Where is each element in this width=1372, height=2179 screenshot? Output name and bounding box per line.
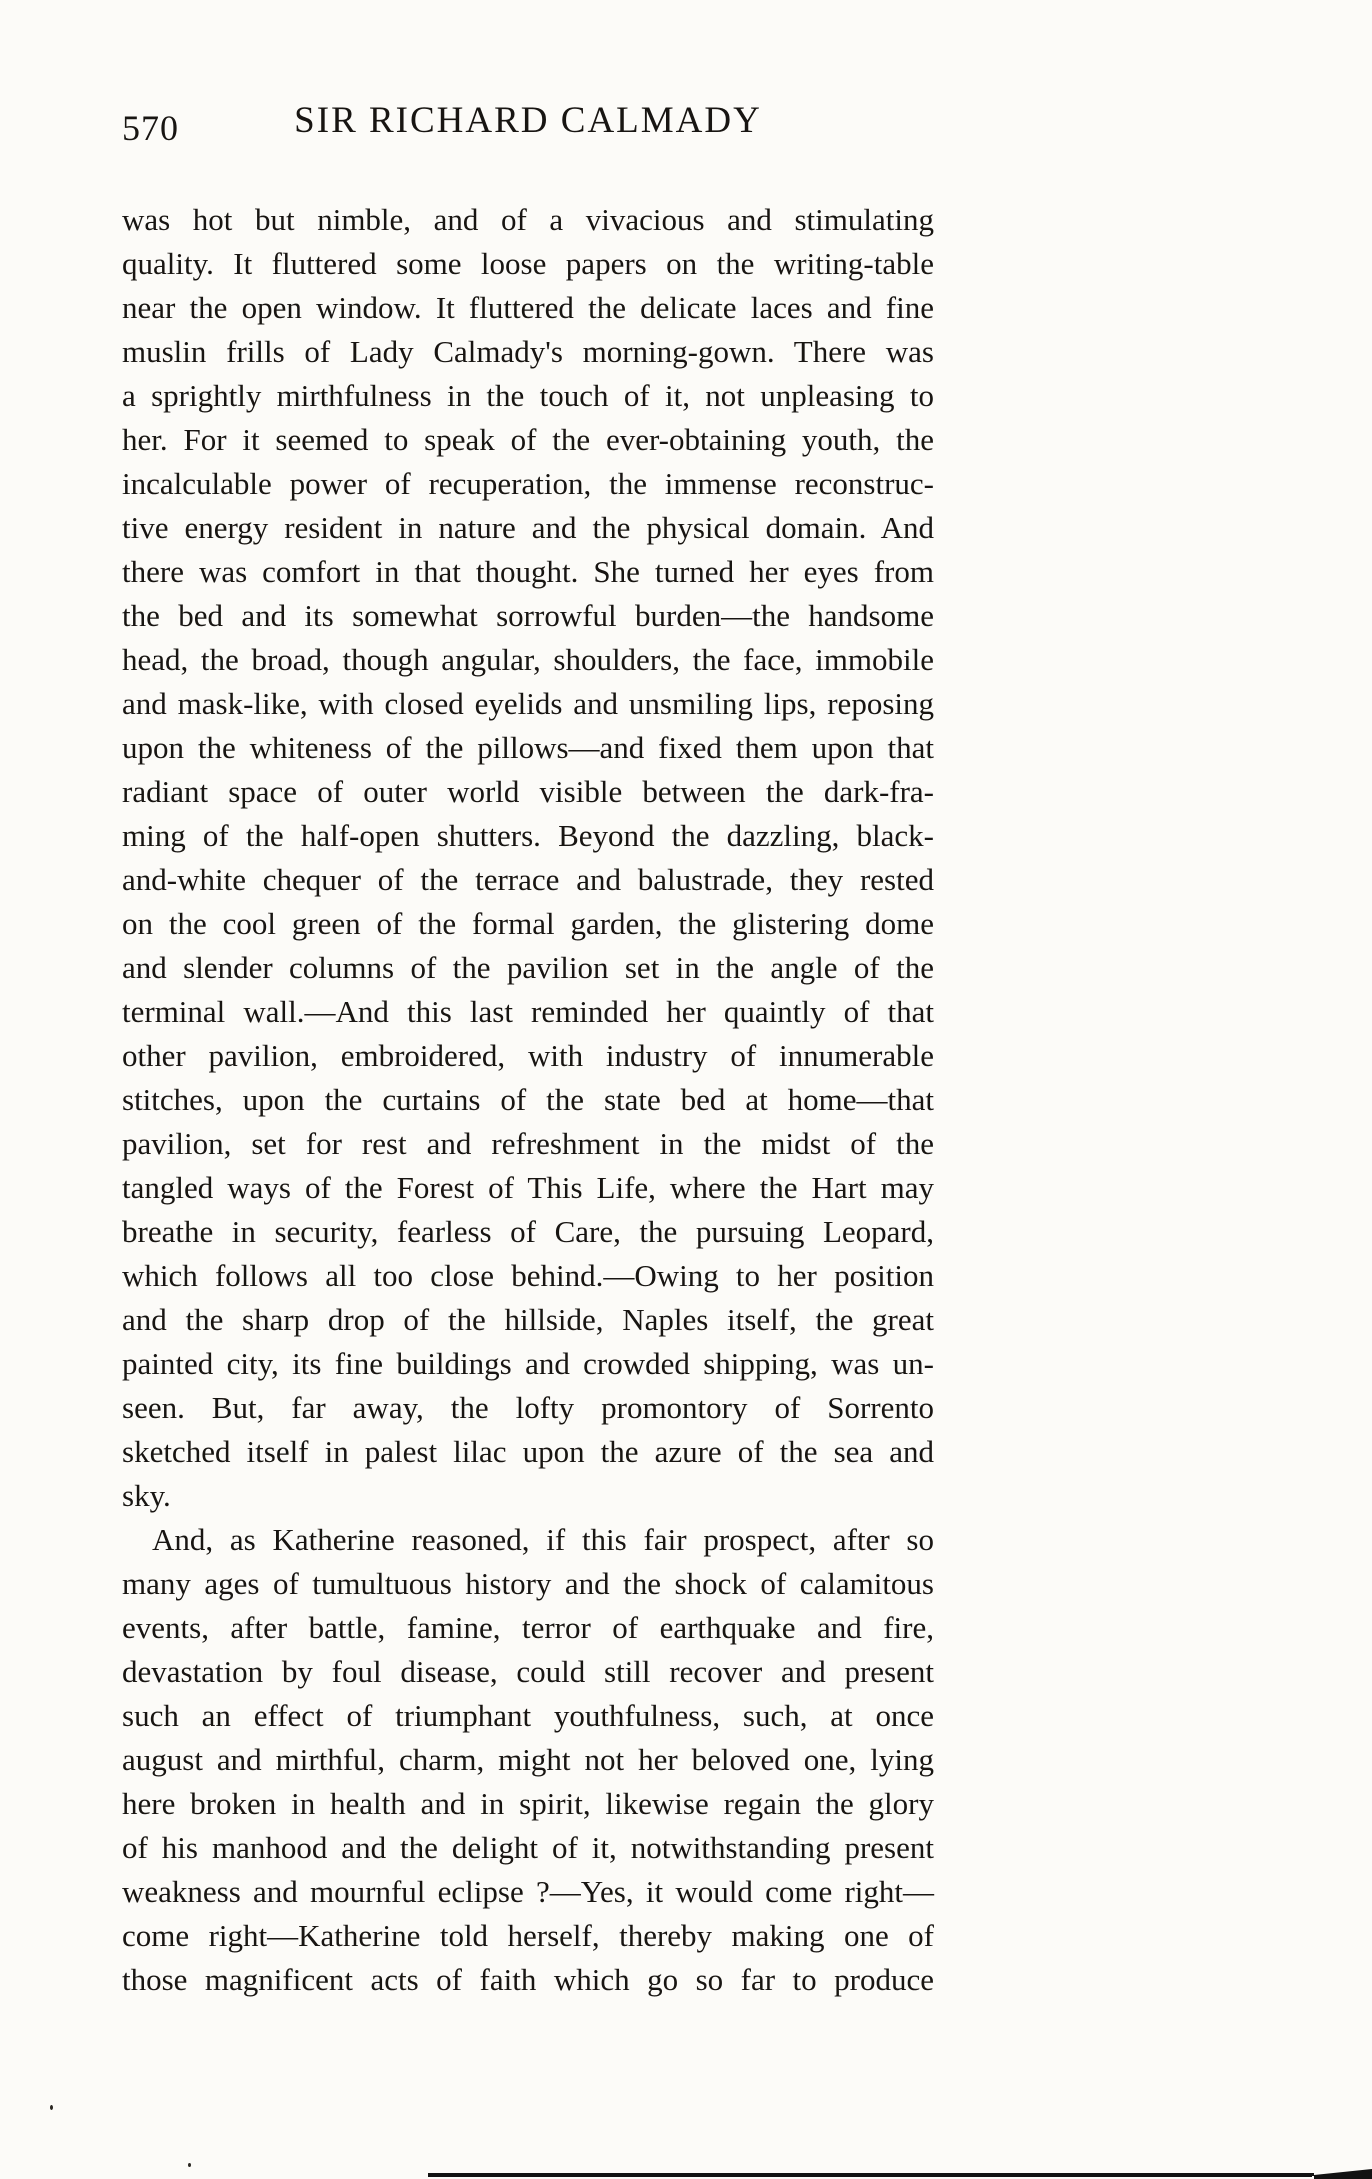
text-line: devastation by foul disease, could still recover and present [122,1654,934,1689]
text-line: terminal wall.—And this last reminded her quaintly of that [122,994,934,1029]
scan-edge-artifact-dashes [1200,2173,1320,2176]
text-line: And, as Katherine reasoned, if this fair prospect, after so [152,1522,934,1557]
text-line: muslin frills of Lady Calmady's morning-gown. There was [122,334,934,369]
text-line: there was comfort in that thought. She turned her eyes from [122,554,934,589]
text-line: upon the whiteness of the pillows—and fixed them upon that [122,730,934,765]
text-line: seen. But, far away, the lofty promontory of Sorrento [122,1390,934,1425]
text-line: the bed and its somewhat sorrowful burden—the handsome [122,598,934,633]
text-line: weakness and mournful eclipse ?—Yes, it would come right— [122,1874,934,1909]
text-line: stitches, upon the curtains of the state bed at home—that [122,1082,934,1117]
text-line: a sprightly mirthfulness in the touch of it, not unpleasing to [122,378,934,413]
text-line: and mask-like, with closed eyelids and unsmiling lips, reposing [122,686,934,721]
page-header [122,102,934,154]
text-line: those magnificent acts of faith which go so far to produce [122,1962,934,1997]
text-line: such an effect of triumphant youthfulness, such, at once [122,1698,934,1733]
scan-corner-artifact [1314,2169,1372,2179]
text-line: many ages of tumultuous history and the shock of calamitous [122,1566,934,1601]
scan-edge-artifact [428,2173,1312,2177]
text-line: tive energy resident in nature and the physical domain. And [122,510,934,545]
text-line: radiant space of outer world visible between the dark-fra- [122,774,934,809]
text-line: and-white chequer of the terrace and balustrade, they rested [122,862,934,897]
scan-speck [50,2105,53,2110]
scan-speck [188,2163,191,2167]
text-line: quality. It fluttered some loose papers on the writing-table [122,246,934,281]
text-line: come right—Katherine told herself, thereby making one of [122,1918,934,1953]
text-line: of his manhood and the delight of it, notwithstanding present [122,1830,934,1865]
text-line: sketched itself in palest lilac upon the azure of the sea and [122,1434,934,1469]
text-line: ming of the half-open shutters. Beyond the dazzling, black- [122,818,934,853]
text-line: and slender columns of the pavilion set in the angle of the [122,950,934,985]
text-line: on the cool green of the formal garden, the glistering dome [122,906,934,941]
text-line: tangled ways of the Forest of This Life, where the Hart may [122,1170,934,1205]
running-title: SIR RICHARD CALMADY [294,100,762,141]
text-line: other pavilion, embroidered, with industry of innumerable [122,1038,934,1073]
text-line: incalculable power of recuperation, the immense reconstruc- [122,466,934,501]
text-line: her. For it seemed to speak of the ever-obtaining youth, the [122,422,934,457]
text-line: here broken in health and in spirit, likewise regain the glory [122,1786,934,1821]
text-line: near the open window. It fluttered the delicate laces and fine [122,290,934,325]
text-line: painted city, its fine buildings and crowded shipping, was un- [122,1346,934,1381]
text-line: which follows all too close behind.—Owing to her position [122,1258,934,1293]
page-number: 570 [122,108,179,148]
text-line: breathe in security, fearless of Care, the pursuing Leopard, [122,1214,934,1249]
paragraph [122,198,934,1518]
text-line: head, the broad, though angular, shoulders, the face, immobile [122,642,934,677]
text-line: sky. [122,1478,171,1513]
body-text [122,198,934,2002]
text-line: was hot but nimble, and of a vivacious and stimulating [122,202,934,237]
text-line: pavilion, set for rest and refreshment in the midst of the [122,1126,934,1161]
paragraph [122,1518,934,2002]
text-line: events, after battle, famine, terror of earthquake and fire, [122,1610,934,1645]
text-line: august and mirthful, charm, might not her beloved one, lying [122,1742,934,1777]
text-line: and the sharp drop of the hillside, Naples itself, the great [122,1302,934,1337]
